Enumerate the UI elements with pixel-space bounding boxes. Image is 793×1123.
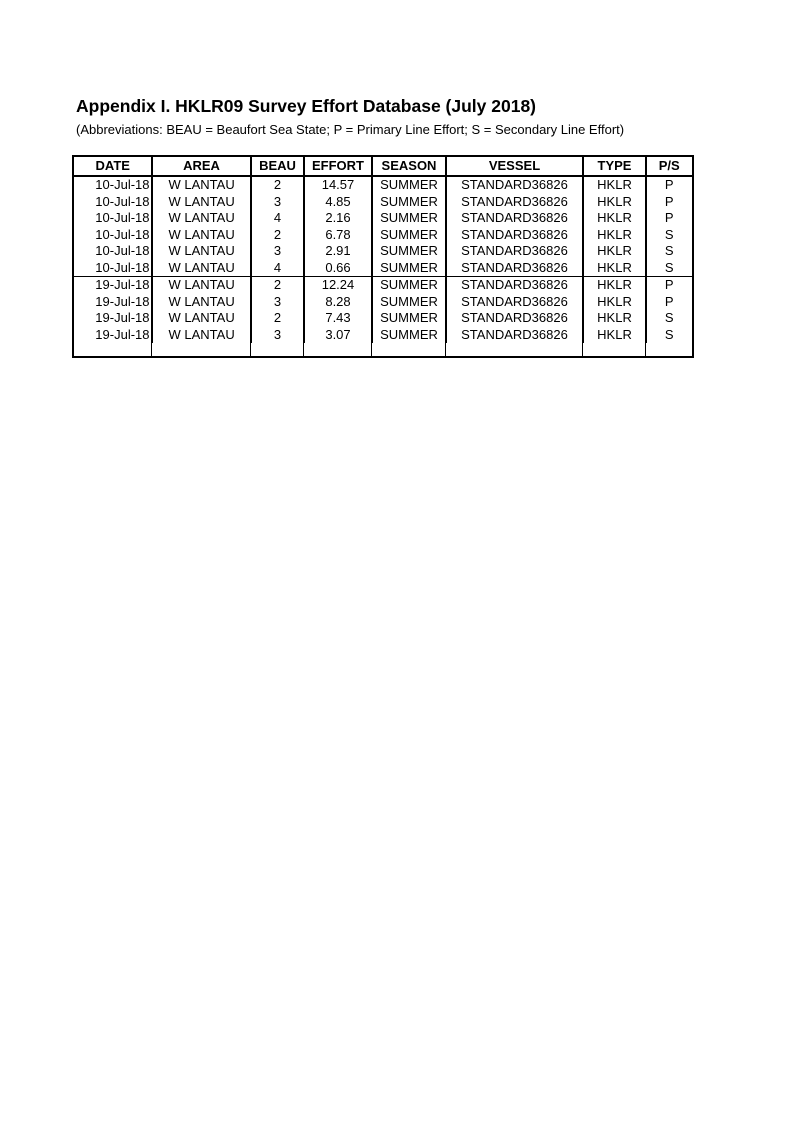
cell-date: 10-Jul-18	[95, 177, 150, 192]
cell-area: W LANTAU	[152, 194, 251, 211]
table-row	[74, 243, 692, 260]
cell-date: 10-Jul-18	[95, 243, 150, 258]
cell-beau: 3	[251, 243, 304, 260]
cell-beau: 2	[251, 176, 304, 194]
column-divider	[250, 157, 251, 356]
cell-type: HKLR	[583, 243, 646, 260]
cell-effort: 14.57	[304, 176, 372, 194]
page-title: Appendix I. HKLR09 Survey Effort Database (July 2018)	[76, 96, 536, 116]
cell-effort: 8.28	[304, 294, 372, 311]
cell-ps: S	[646, 327, 692, 344]
cell-date: 19-Jul-18	[74, 277, 152, 294]
cell-effort: 2.91	[304, 243, 372, 260]
cell-type: HKLR	[583, 210, 646, 227]
cell-vessel: STANDARD36826	[446, 260, 583, 277]
cell-type: HKLR	[583, 260, 646, 277]
column-divider	[303, 157, 304, 356]
cell-season: SUMMER	[372, 294, 446, 311]
cell-area: W LANTAU	[152, 294, 251, 311]
header-vessel: VESSEL	[446, 157, 583, 176]
cell-ps: S	[646, 310, 692, 327]
cell-type: HKLR	[583, 327, 646, 344]
cell-ps: S	[646, 227, 692, 244]
cell-ps: P	[646, 277, 692, 294]
cell-season: SUMMER	[372, 277, 446, 294]
cell-area: W LANTAU	[152, 210, 251, 227]
table-row	[74, 260, 692, 277]
cell-season: SUMMER	[372, 243, 446, 260]
cell-season: SUMMER	[372, 194, 446, 211]
table-row	[74, 210, 692, 227]
cell-vessel: STANDARD36826	[446, 227, 583, 244]
table-row	[74, 277, 692, 294]
column-divider	[582, 157, 583, 356]
cell-date: 19-Jul-18	[95, 310, 150, 325]
cell-beau: 2	[251, 310, 304, 327]
cell-effort: 2.16	[304, 210, 372, 227]
cell-effort: 0.66	[304, 260, 372, 277]
cell-date: 10-Jul-18	[95, 259, 150, 275]
cell-vessel: STANDARD36826	[446, 294, 583, 311]
cell-beau: 4	[251, 260, 304, 277]
cell-date: 19-Jul-18	[95, 293, 150, 309]
table-row	[74, 327, 692, 344]
cell-area: W LANTAU	[152, 327, 251, 344]
cell-vessel: STANDARD36826	[446, 277, 583, 294]
cell-season: SUMMER	[372, 227, 446, 244]
cell-area: W LANTAU	[152, 310, 251, 327]
table-row	[74, 194, 692, 211]
header-ps: P/S	[646, 157, 692, 176]
header-date: DATE	[74, 157, 152, 176]
header-type: TYPE	[583, 157, 646, 176]
cell-season: SUMMER	[372, 176, 446, 194]
cell-beau: 2	[251, 277, 304, 294]
table-row	[74, 294, 692, 311]
cell-area: W LANTAU	[152, 176, 251, 194]
cell-area: W LANTAU	[152, 243, 251, 260]
cell-season: SUMMER	[372, 260, 446, 277]
cell-date: 19-Jul-18	[95, 326, 150, 342]
cell-effort: 6.78	[304, 227, 372, 244]
cell-beau: 3	[251, 194, 304, 211]
cell-ps: P	[646, 194, 692, 211]
cell-effort: 3.07	[304, 327, 372, 344]
table-body	[74, 176, 692, 343]
cell-effort: 4.85	[304, 194, 372, 211]
column-divider	[445, 157, 446, 356]
cell-area: W LANTAU	[152, 260, 251, 277]
cell-vessel: STANDARD36826	[446, 176, 583, 194]
cell-season: SUMMER	[372, 210, 446, 227]
cell-beau: 3	[251, 327, 304, 344]
cell-season: SUMMER	[372, 310, 446, 327]
cell-beau: 4	[251, 210, 304, 227]
cell-beau: 2	[251, 227, 304, 244]
column-divider	[151, 157, 152, 356]
cell-effort: 12.24	[304, 277, 372, 294]
column-divider	[371, 157, 372, 356]
survey-effort-table	[74, 157, 692, 343]
cell-ps: P	[646, 210, 692, 227]
cell-season: SUMMER	[372, 327, 446, 344]
survey-effort-table-frame	[72, 155, 694, 358]
cell-type: HKLR	[583, 176, 646, 194]
table-header-row	[74, 157, 692, 176]
cell-date: 10-Jul-18	[95, 226, 150, 242]
cell-type: HKLR	[583, 277, 646, 294]
cell-date: 10-Jul-18	[95, 210, 150, 225]
cell-date: 10-Jul-18	[95, 193, 150, 209]
cell-ps: S	[646, 260, 692, 277]
header-season: SEASON	[372, 157, 446, 176]
cell-vessel: STANDARD36826	[446, 327, 583, 344]
header-beau: BEAU	[251, 157, 304, 176]
column-divider	[645, 157, 646, 356]
cell-type: HKLR	[583, 294, 646, 311]
cell-type: HKLR	[583, 310, 646, 327]
cell-type: HKLR	[583, 194, 646, 211]
table-row	[74, 176, 692, 194]
cell-beau: 3	[251, 294, 304, 311]
cell-area: W LANTAU	[152, 277, 251, 294]
cell-effort: 7.43	[304, 310, 372, 327]
cell-ps: S	[646, 243, 692, 260]
cell-type: HKLR	[583, 227, 646, 244]
header-area: AREA	[152, 157, 251, 176]
cell-area: W LANTAU	[152, 227, 251, 244]
cell-vessel: STANDARD36826	[446, 310, 583, 327]
header-effort: EFFORT	[304, 157, 372, 176]
cell-vessel: STANDARD36826	[446, 243, 583, 260]
table-row	[74, 227, 692, 244]
cell-vessel: STANDARD36826	[446, 210, 583, 227]
cell-ps: P	[646, 176, 692, 194]
abbreviations-note: (Abbreviations: BEAU = Beaufort Sea State; P = Primary Line Effort; S = Secondary Line Effort)	[76, 122, 625, 137]
table-row	[74, 310, 692, 327]
cell-vessel: STANDARD36826	[446, 194, 583, 211]
cell-ps: P	[646, 294, 692, 311]
